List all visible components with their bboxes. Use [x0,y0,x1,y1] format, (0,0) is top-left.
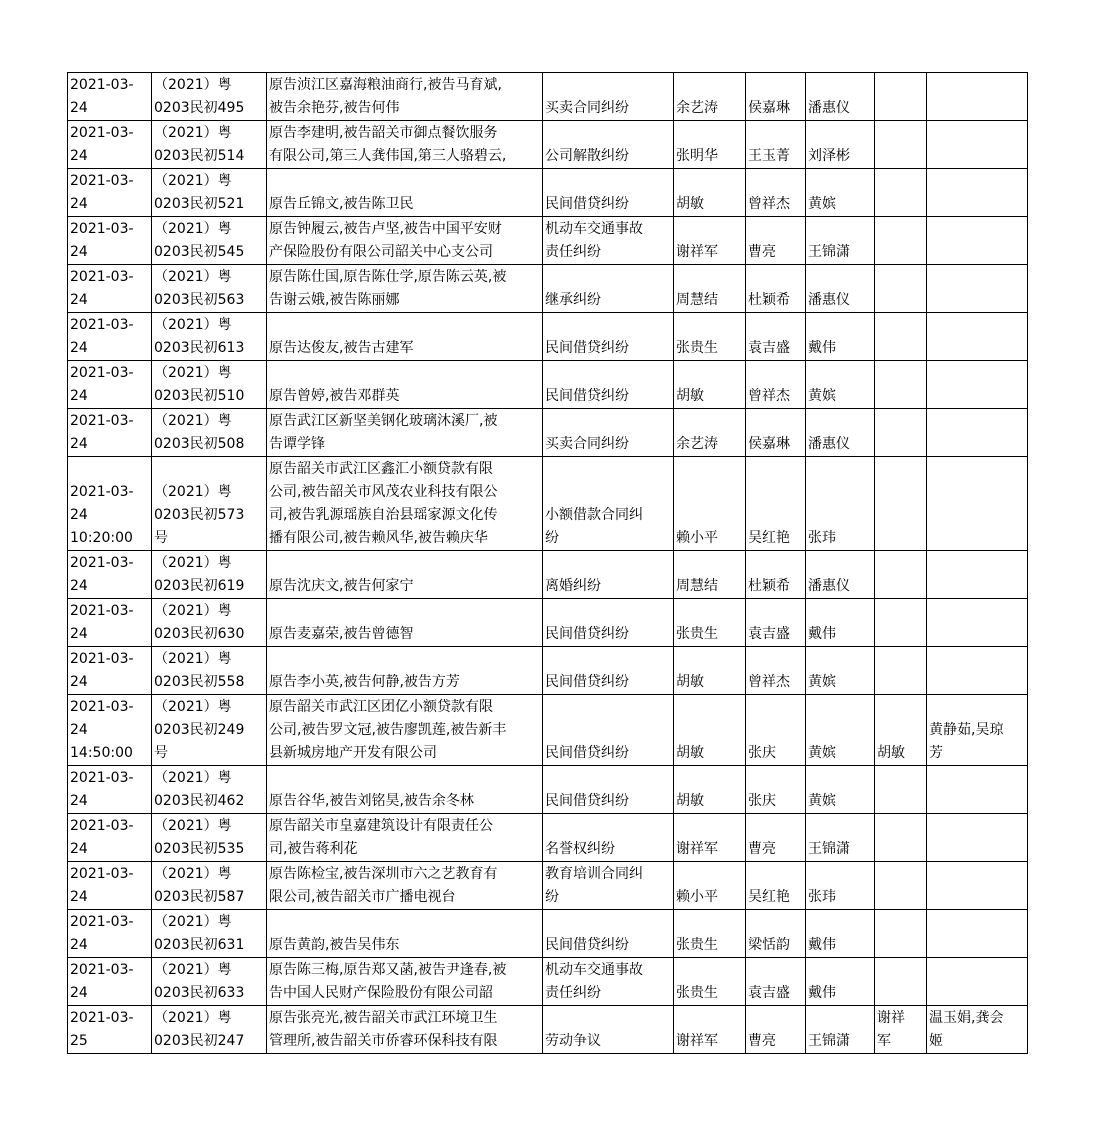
clerk-cell: 侯嘉琳 [746,73,806,121]
table-row [68,265,1028,313]
assistant-cell: 黄嫔 [806,647,875,695]
cause-cell: 民间借贷纠纷 [543,766,674,814]
extra-cell-2 [927,862,1028,910]
extra-cell-1 [875,361,927,409]
clerk-cell: 吴红艳 [746,457,806,551]
table-row [68,862,1028,910]
cause-cell: 机动车交通事故 责任纠纷 [543,217,674,265]
table-row [68,121,1028,169]
judge-cell: 张贵生 [674,599,746,647]
date-cell: 2021-03- 24 [68,766,152,814]
case-number-cell: （2021）粤 0203民初630 [152,599,267,647]
table-row [68,766,1028,814]
parties-cell: 原告钟履云,被告卢坚,被告中国平安财 产保险股份有限公司韶关中心支公司 [267,217,543,265]
extra-cell-1 [875,265,927,313]
assistant-cell: 戴伟 [806,599,875,647]
cause-cell: 民间借贷纠纷 [543,599,674,647]
assistant-cell: 潘惠仪 [806,265,875,313]
table-row [68,551,1028,599]
parties-cell: 原告韶关市武江区团亿小额贷款有限 公司,被告罗文冠,被告廖凯莲,被告新丰 县新城房地产开发有限公司 [267,695,543,766]
clerk-cell: 张庆 [746,766,806,814]
date-cell: 2021-03- 24 10:20:00 [68,457,152,551]
case-number-cell: （2021）粤 0203民初613 [152,313,267,361]
date-cell: 2021-03- 24 [68,551,152,599]
judge-cell: 谢祥军 [674,814,746,862]
judge-cell: 张贵生 [674,910,746,958]
extra-cell-1: 谢祥 军 [875,1006,927,1054]
table-row [68,1006,1028,1054]
parties-cell: 原告黄韵,被告吴伟东 [267,910,543,958]
clerk-cell: 曾祥杰 [746,169,806,217]
clerk-cell: 袁吉盛 [746,599,806,647]
extra-cell-2 [927,647,1028,695]
judge-cell: 胡敏 [674,169,746,217]
judge-cell: 赖小平 [674,862,746,910]
parties-cell: 原告曾婷,被告邓群英 [267,361,543,409]
table-row [68,910,1028,958]
parties-cell: 原告李小英,被告何静,被告方芳 [267,647,543,695]
assistant-cell: 王锦潇 [806,814,875,862]
assistant-cell: 黄嫔 [806,695,875,766]
clerk-cell: 张庆 [746,695,806,766]
cause-cell: 公司解散纠纷 [543,121,674,169]
table-row [68,647,1028,695]
clerk-cell: 袁吉盛 [746,313,806,361]
parties-cell: 原告陈检宝,被告深圳市六之艺教育有 限公司,被告韶关市广播电视台 [267,862,543,910]
parties-cell: 原告麦嘉荣,被告曾德智 [267,599,543,647]
clerk-cell: 杜颖希 [746,265,806,313]
extra-cell-2 [927,313,1028,361]
extra-cell-1: 胡敏 [875,695,927,766]
extra-cell-1 [875,766,927,814]
cause-cell: 继承纠纷 [543,265,674,313]
parties-cell: 原告浈江区嘉海粮油商行,被告马育斌, 被告余艳芬,被告何伟 [267,73,543,121]
judge-cell: 赖小平 [674,457,746,551]
extra-cell-2 [927,265,1028,313]
case-number-cell: （2021）粤 0203民初631 [152,910,267,958]
extra-cell-2 [927,814,1028,862]
clerk-cell: 王玉菁 [746,121,806,169]
parties-cell: 原告达俊友,被告古建军 [267,313,543,361]
extra-cell-1 [875,121,927,169]
case-number-cell: （2021）粤 0203民初619 [152,551,267,599]
extra-cell-1 [875,169,927,217]
cause-cell: 买卖合同纠纷 [543,409,674,457]
clerk-cell: 曾祥杰 [746,361,806,409]
extra-cell-2 [927,121,1028,169]
judge-cell: 谢祥军 [674,217,746,265]
date-cell: 2021-03- 24 [68,121,152,169]
case-number-cell: （2021）粤 0203民初510 [152,361,267,409]
date-cell: 2021-03- 24 [68,958,152,1006]
cause-cell: 民间借贷纠纷 [543,313,674,361]
assistant-cell: 王锦潇 [806,1006,875,1054]
cause-cell: 买卖合同纠纷 [543,73,674,121]
extra-cell-2: 温玉娟,龚会 姬 [927,1006,1028,1054]
table-row [68,599,1028,647]
parties-cell: 原告韶关市皇嘉建筑设计有限责任公 司,被告蒋利花 [267,814,543,862]
case-number-cell: （2021）粤 0203民初247 [152,1006,267,1054]
date-cell: 2021-03- 25 [68,1006,152,1054]
case-number-cell: （2021）粤 0203民初587 [152,862,267,910]
case-number-cell: （2021）粤 0203民初495 [152,73,267,121]
cause-cell: 名誉权纠纷 [543,814,674,862]
extra-cell-2 [927,409,1028,457]
assistant-cell: 戴伟 [806,910,875,958]
clerk-cell: 梁恬韵 [746,910,806,958]
extra-cell-1 [875,457,927,551]
assistant-cell: 黄嫔 [806,361,875,409]
date-cell: 2021-03- 24 [68,910,152,958]
cause-cell: 民间借贷纠纷 [543,910,674,958]
extra-cell-2 [927,599,1028,647]
date-cell: 2021-03- 24 [68,313,152,361]
clerk-cell: 曹亮 [746,814,806,862]
table-row [68,695,1028,766]
table-row [68,814,1028,862]
parties-cell: 原告武江区新坚美钢化玻璃沐溪厂,被 告谭学锋 [267,409,543,457]
extra-cell-1 [875,958,927,1006]
date-cell: 2021-03- 24 [68,647,152,695]
extra-cell-2: 黄静茹,吴琼 芳 [927,695,1028,766]
table-row [68,73,1028,121]
table-row [68,169,1028,217]
clerk-cell: 曾祥杰 [746,647,806,695]
table-row [68,313,1028,361]
judge-cell: 谢祥军 [674,1006,746,1054]
cause-cell: 民间借贷纠纷 [543,169,674,217]
assistant-cell: 张玮 [806,457,875,551]
clerk-cell: 侯嘉琳 [746,409,806,457]
date-cell: 2021-03- 24 [68,409,152,457]
extra-cell-2 [927,766,1028,814]
cause-cell: 民间借贷纠纷 [543,647,674,695]
date-cell: 2021-03- 24 [68,599,152,647]
extra-cell-1 [875,73,927,121]
clerk-cell: 曹亮 [746,1006,806,1054]
clerk-cell: 袁吉盛 [746,958,806,1006]
extra-cell-2 [927,958,1028,1006]
parties-cell: 原告李建明,被告韶关市御点餐饮服务 有限公司,第三人龚伟国,第三人骆碧云, [267,121,543,169]
extra-cell-2 [927,361,1028,409]
cause-cell: 民间借贷纠纷 [543,695,674,766]
date-cell: 2021-03- 24 [68,217,152,265]
table-row [68,409,1028,457]
extra-cell-2 [927,169,1028,217]
date-cell: 2021-03- 24 [68,862,152,910]
assistant-cell: 潘惠仪 [806,551,875,599]
date-cell: 2021-03- 24 [68,814,152,862]
table-body [68,73,1028,1054]
case-number-cell: （2021）粤 0203民初573 号 [152,457,267,551]
clerk-cell: 曹亮 [746,217,806,265]
cause-cell: 小额借款合同纠 纷 [543,457,674,551]
cause-cell: 劳动争议 [543,1006,674,1054]
parties-cell: 原告陈三梅,原告郑又菡,被告尹逢春,被 告中国人民财产保险股份有限公司韶 [267,958,543,1006]
case-number-cell: （2021）粤 0203民初633 [152,958,267,1006]
parties-cell: 原告张亮光,被告韶关市武江环境卫生 管理所,被告韶关市侨睿环保科技有限 [267,1006,543,1054]
cause-cell: 民间借贷纠纷 [543,361,674,409]
case-number-cell: （2021）粤 0203民初558 [152,647,267,695]
table-row [68,457,1028,551]
case-number-cell: （2021）粤 0203民初462 [152,766,267,814]
extra-cell-1 [875,814,927,862]
judge-cell: 余艺涛 [674,73,746,121]
date-cell: 2021-03- 24 [68,169,152,217]
judge-cell: 胡敏 [674,361,746,409]
assistant-cell: 黄嫔 [806,766,875,814]
judge-cell: 胡敏 [674,647,746,695]
judge-cell: 胡敏 [674,766,746,814]
table-row [68,217,1028,265]
extra-cell-2 [927,73,1028,121]
assistant-cell: 潘惠仪 [806,409,875,457]
cause-cell: 教育培训合同纠 纷 [543,862,674,910]
assistant-cell: 王锦潇 [806,217,875,265]
assistant-cell: 张玮 [806,862,875,910]
extra-cell-1 [875,551,927,599]
date-cell: 2021-03- 24 14:50:00 [68,695,152,766]
cause-cell: 离婚纠纷 [543,551,674,599]
case-number-cell: （2021）粤 0203民初535 [152,814,267,862]
assistant-cell: 黄嫔 [806,169,875,217]
parties-cell: 原告谷华,被告刘铭昊,被告余冬林 [267,766,543,814]
case-number-cell: （2021）粤 0203民初521 [152,169,267,217]
extra-cell-1 [875,910,927,958]
extra-cell-1 [875,862,927,910]
date-cell: 2021-03- 24 [68,265,152,313]
judge-cell: 周慧结 [674,551,746,599]
parties-cell: 原告沈庆文,被告何家宁 [267,551,543,599]
judge-cell: 余艺涛 [674,409,746,457]
clerk-cell: 吴红艳 [746,862,806,910]
extra-cell-1 [875,217,927,265]
case-number-cell: （2021）粤 0203民初249 号 [152,695,267,766]
extra-cell-2 [927,551,1028,599]
case-number-cell: （2021）粤 0203民初514 [152,121,267,169]
case-number-cell: （2021）粤 0203民初563 [152,265,267,313]
extra-cell-2 [927,910,1028,958]
clerk-cell: 杜颖希 [746,551,806,599]
extra-cell-1 [875,599,927,647]
cause-cell: 机动车交通事故 责任纠纷 [543,958,674,1006]
extra-cell-2 [927,457,1028,551]
judge-cell: 周慧结 [674,265,746,313]
date-cell: 2021-03- 24 [68,73,152,121]
assistant-cell: 潘惠仪 [806,73,875,121]
case-number-cell: （2021）粤 0203民初545 [152,217,267,265]
assistant-cell: 刘泽彬 [806,121,875,169]
parties-cell: 原告丘锦文,被告陈卫民 [267,169,543,217]
extra-cell-1 [875,409,927,457]
table-row [68,361,1028,409]
parties-cell: 原告韶关市武江区鑫汇小额贷款有限 公司,被告韶关市风茂农业科技有限公 司,被告乳源瑶族自治县瑶家源文化传 播有限公司,被告赖风华,被告赖庆华 [267,457,543,551]
judge-cell: 张明华 [674,121,746,169]
judge-cell: 张贵生 [674,313,746,361]
hearing-schedule-table [67,72,1028,1054]
extra-cell-1 [875,647,927,695]
parties-cell: 原告陈仕国,原告陈仕学,原告陈云英,被 告谢云娥,被告陈丽娜 [267,265,543,313]
extra-cell-2 [927,217,1028,265]
date-cell: 2021-03- 24 [68,361,152,409]
judge-cell: 张贵生 [674,958,746,1006]
assistant-cell: 戴伟 [806,958,875,1006]
extra-cell-1 [875,313,927,361]
table-row [68,958,1028,1006]
case-number-cell: （2021）粤 0203民初508 [152,409,267,457]
assistant-cell: 戴伟 [806,313,875,361]
judge-cell: 胡敏 [674,695,746,766]
